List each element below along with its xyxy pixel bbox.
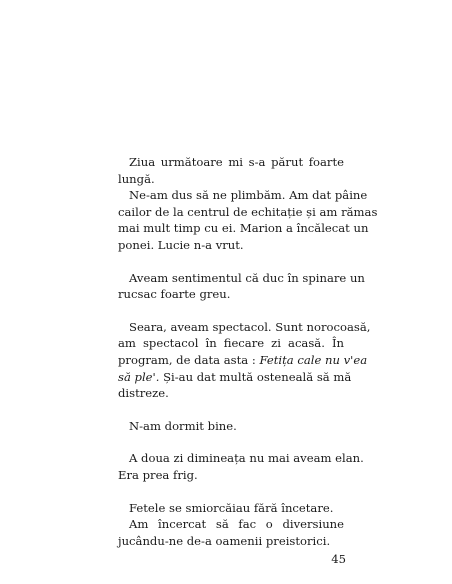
paragraph-spacer — [118, 254, 344, 270]
paragraph-4 — [118, 319, 371, 402]
text-line: Am încercat să fac o diversiune — [129, 517, 344, 532]
text-line: ponei. Lucie n-a vrut. — [118, 237, 244, 252]
page-number: 45 — [331, 552, 346, 566]
paragraph-spacer — [118, 303, 344, 319]
text-line: mai mult timp cu ei. Marion a încălecat un — [118, 221, 369, 236]
text-line: lungă. — [118, 171, 155, 186]
paragraph-spacer — [118, 484, 344, 500]
text-line: Ziua următoare mi s-a părut foarte — [129, 155, 344, 169]
text-line: cailor de la centrul de echitație și am rămas — [118, 204, 378, 219]
paragraph-spacer — [118, 402, 344, 418]
play-title-italic: Fetița cale nu v'ea — [259, 352, 368, 367]
text-line-mixed — [118, 369, 352, 386]
text-line: Era prea frig. — [118, 467, 198, 482]
text-line: N-am dormit bine. — [129, 418, 237, 433]
paragraph-1 — [118, 154, 344, 187]
text-line: Fetele se smiorcăiau fără încetare. — [129, 500, 334, 515]
text-line: Seara, aveam spectacol. Sunt norocoasă, — [129, 319, 371, 334]
text-line: A doua zi dimineața nu mai aveam elan. — [129, 451, 364, 466]
text-line: Ne-am dus să ne plimbăm. Am dat pâine — [129, 188, 368, 203]
paragraph-6 — [118, 450, 364, 483]
paragraph-3 — [118, 270, 365, 303]
text-line-mixed — [118, 352, 368, 369]
body-text — [118, 154, 378, 549]
text-fragment: program, de data asta : — [118, 352, 260, 367]
paragraph-2 — [118, 187, 378, 253]
text-line: Aveam sentimentul că duc în spinare un — [129, 270, 365, 285]
text-line: distreze. — [118, 386, 169, 401]
text-line: am spectacol în fiecare zi acasă. În — [118, 336, 344, 351]
paragraph-5 — [118, 418, 344, 435]
text-line: rucsac foarte greu. — [118, 287, 231, 302]
text-fragment: Și-au dat multă osteneală să mă — [159, 369, 352, 384]
play-title-italic: să ple'. — [118, 369, 160, 384]
paragraph-spacer — [118, 434, 344, 450]
paragraph-7 — [118, 500, 344, 550]
text-line: jucându-ne de-a oamenii preistorici. — [118, 533, 331, 548]
